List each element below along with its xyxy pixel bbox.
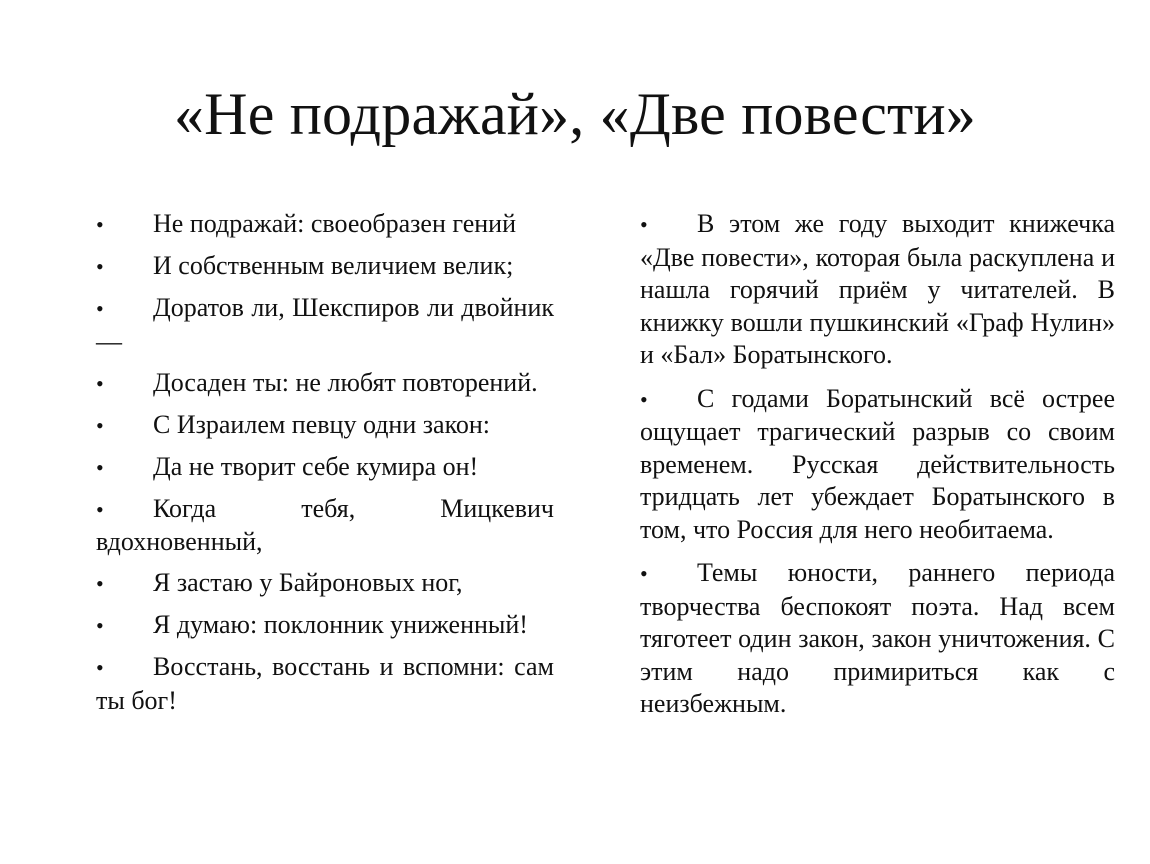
list-item-text: С годами Боратынский всё острее ощущает трагический разрыв со своим временем. Русская действительность тридцать лет убеждает Боратынского в том, что Россия для него необитаема.: [640, 383, 1115, 544]
list-item: [96, 609, 554, 643]
bullet-icon: •: [640, 561, 648, 586]
list-item: [96, 409, 554, 443]
list-item: [96, 250, 554, 284]
list-item: [640, 383, 1115, 547]
list-item-text: Я думаю: поклонник униженный!: [153, 610, 528, 639]
list-item-text: Доратов ли, Шекспиров ли двойник —: [96, 293, 554, 356]
list-item-text: Да не творит себе кумира он!: [153, 451, 479, 481]
list-item: [96, 451, 554, 485]
list-item-text: Восстань, восстань и вспомни: сам ты бог!: [96, 652, 554, 715]
bullet-icon: •: [96, 454, 104, 480]
list-item: [96, 567, 554, 601]
list-item-text: Не подражай: своеобразен гений: [153, 209, 516, 238]
bullet-icon: •: [96, 412, 104, 438]
bullet-icon: •: [96, 296, 104, 321]
bullet-icon: •: [96, 613, 104, 638]
list-item: [640, 208, 1115, 372]
list-item: [96, 208, 554, 242]
list-item: [96, 292, 554, 358]
bullet-icon: •: [640, 386, 648, 412]
list-item-text: В этом же году выходит книжечка «Две повести», которая была раскуплена и нашла горячий приём у читателей. В книжку вошли пушкинский «Граф Нулин» и «Бал» Боратынского.: [640, 209, 1115, 369]
list-item: [96, 651, 554, 717]
bullet-icon: •: [96, 254, 104, 279]
list-item-text: И собственным величием велик;: [153, 251, 514, 280]
list-item-text: С Израилем певцу одни закон:: [153, 409, 491, 439]
list-item: [96, 493, 554, 559]
bullet-icon: •: [640, 212, 648, 237]
list-item-text: Я застаю у Байроновых ног,: [153, 568, 463, 597]
list-item-text: Досаден ты: не любят повторений.: [153, 367, 538, 397]
bullet-icon: •: [96, 571, 104, 596]
bullet-icon: •: [96, 496, 104, 522]
list-item: [640, 557, 1115, 721]
bullet-icon: •: [96, 655, 104, 680]
slide-title: «Не подражай», «Две повести»: [173, 81, 976, 147]
right-column-list: [640, 208, 1115, 732]
list-item-text: Когда тебя, Мицкевич вдохновенный,: [96, 493, 554, 556]
list-item: [96, 367, 554, 401]
bullet-icon: •: [96, 212, 104, 237]
bullet-icon: •: [96, 370, 104, 396]
list-item-text: Темы юности, раннего периода творчества беспокоят поэта. Над всем тяготеет один закон, закон уничтожения. С этим надо примириться как с неизбежным.: [640, 558, 1115, 718]
left-column-list: [96, 208, 554, 726]
